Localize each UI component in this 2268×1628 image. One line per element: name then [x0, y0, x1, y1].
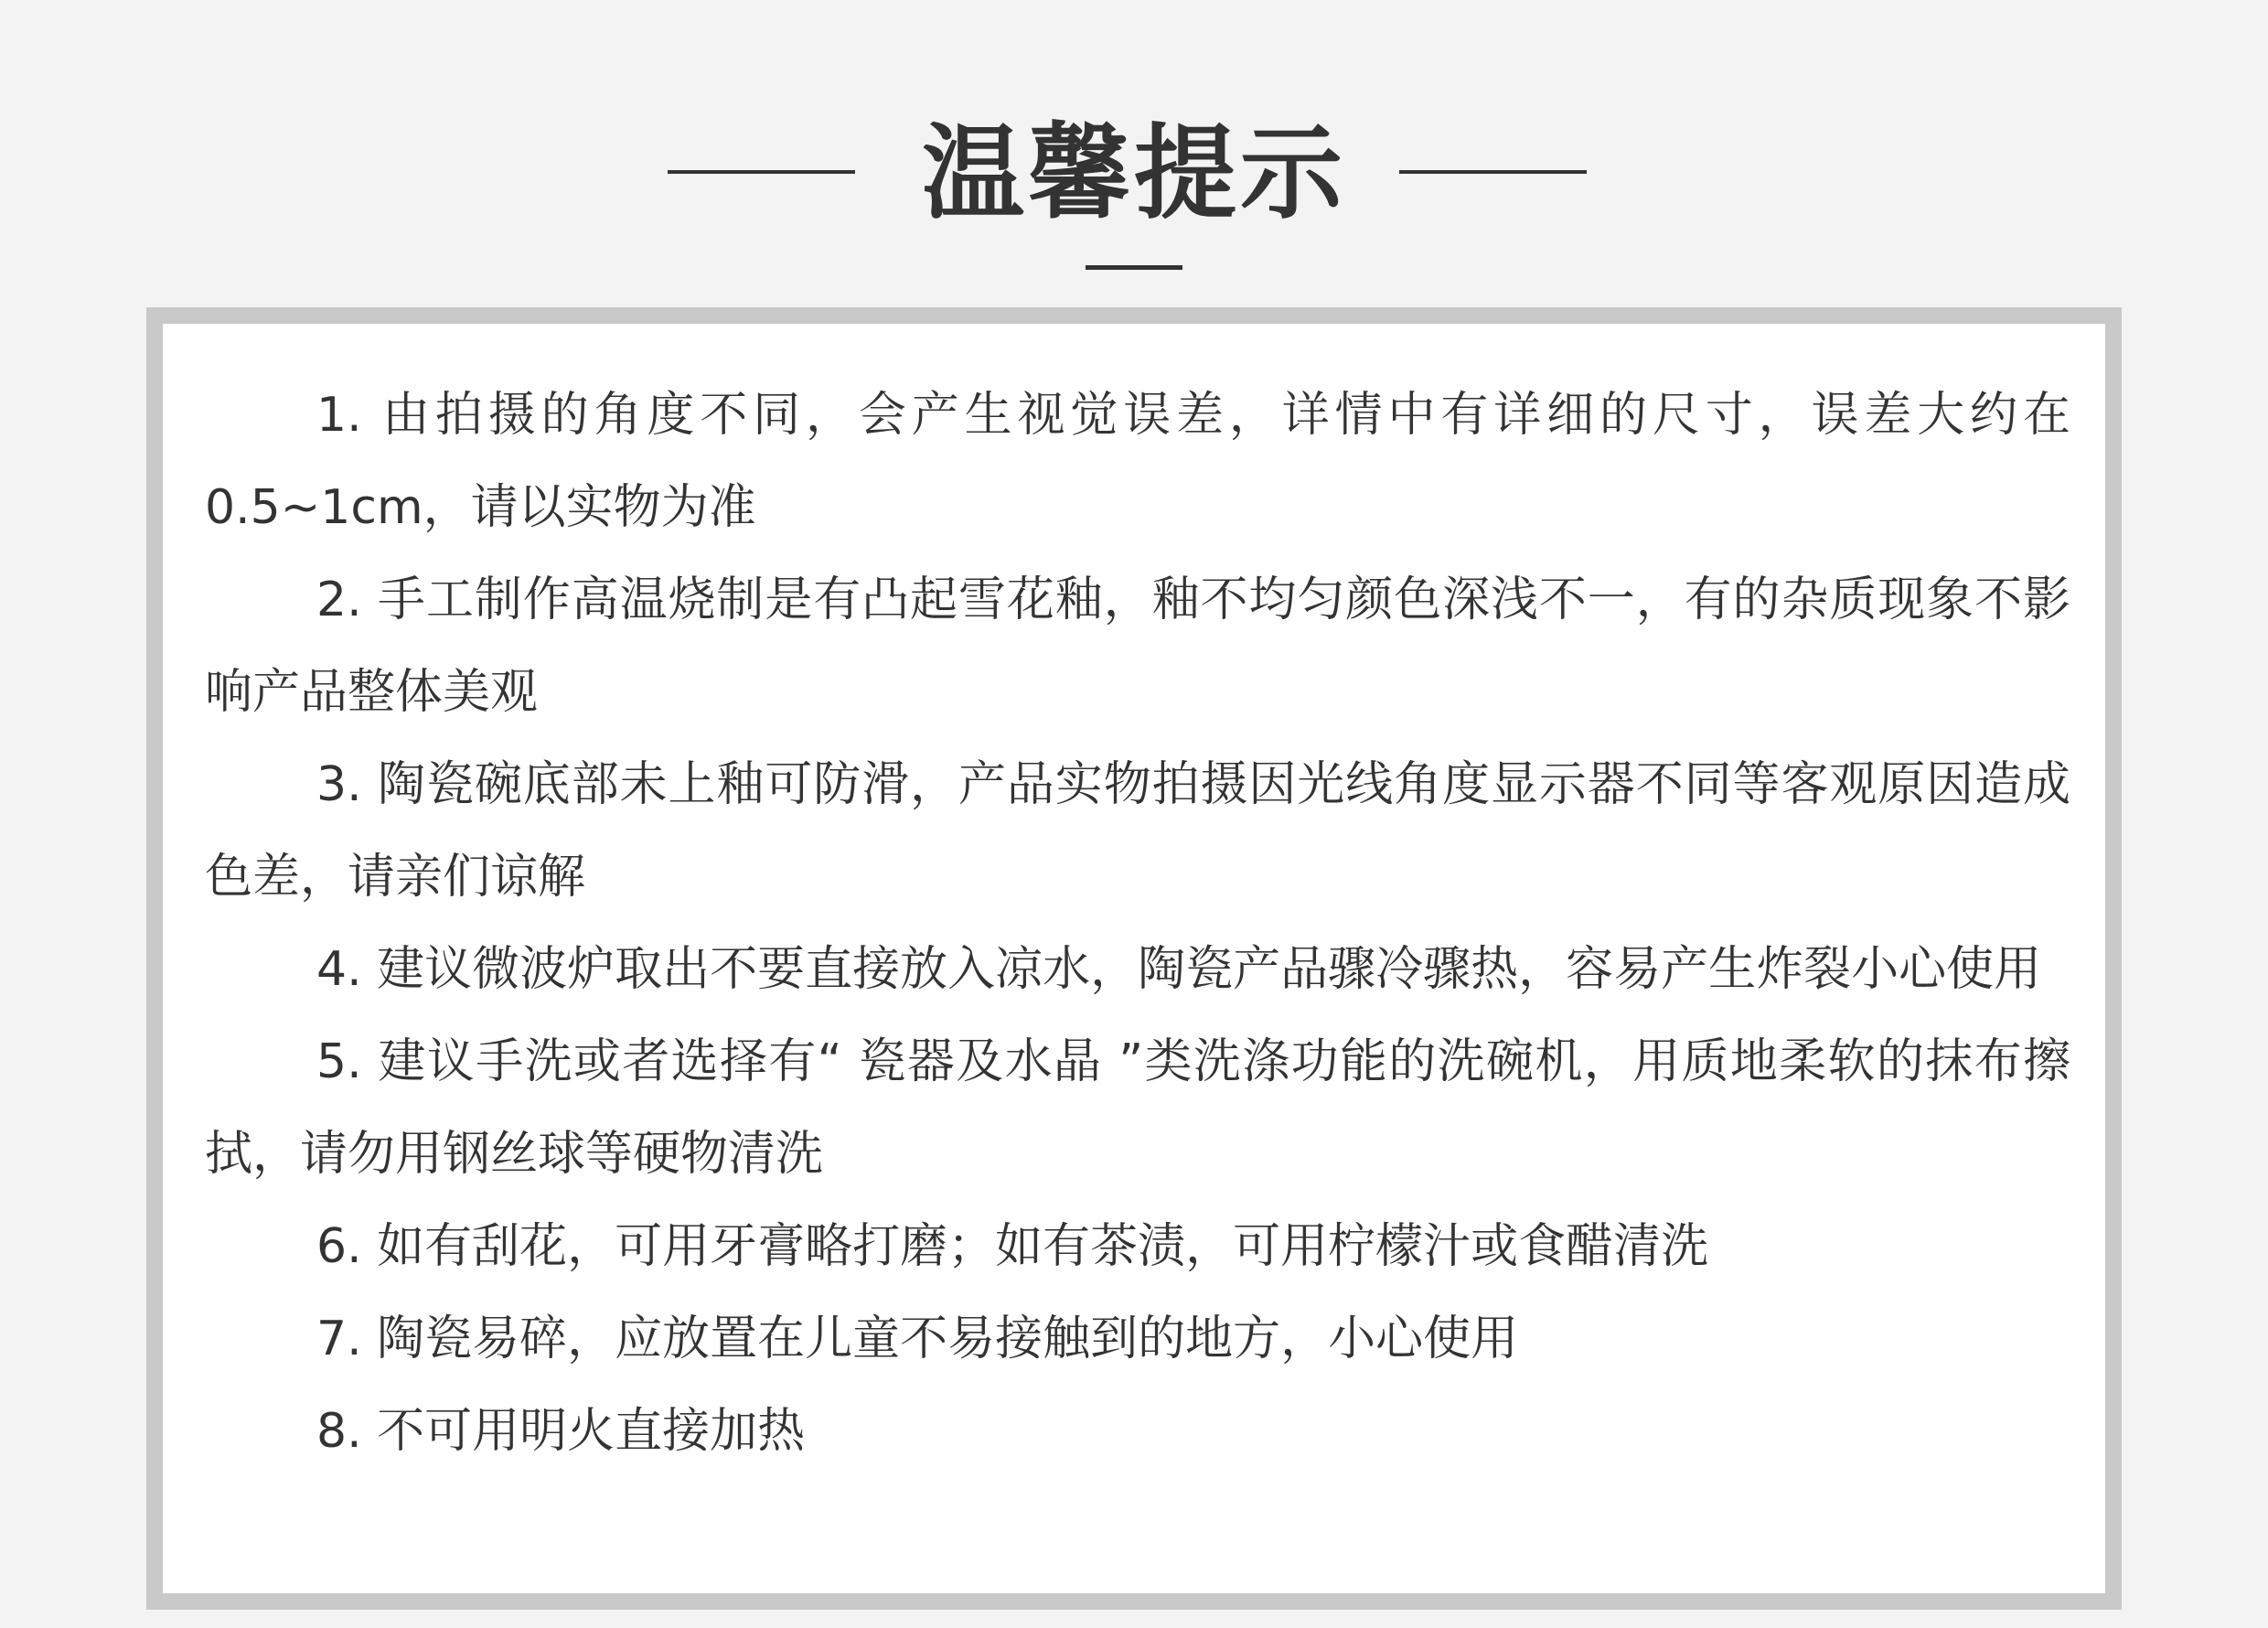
notice-item-6: 6. 如有刮花，可用牙膏略打磨；如有茶渍，可用柠檬汁或食醋清洗	[316, 1219, 1709, 1274]
notice-item-1: 1. 由拍摄的角度不同，会产生视觉误差，详情中有详细的尺寸，误差大约在 0.5~1cm，请以实物为准	[205, 388, 2070, 535]
notice-list	[205, 370, 2070, 1478]
title-right-rule	[1399, 170, 1587, 174]
page-title: 温馨提示	[922, 113, 1346, 233]
notice-item-3: 3. 陶瓷碗底部未上釉可防滑，产品实物拍摄因光线角度显示器不同等客观原因造成色差，请亲们谅解	[205, 757, 2070, 905]
page-header	[0, 0, 2268, 293]
notice-item-8: 8. 不可用明火直接加热	[316, 1404, 806, 1459]
notice-item-7: 7. 陶瓷易碎，应放置在儿童不易接触到的地方，小心使用	[316, 1312, 1519, 1366]
title-underline	[1086, 265, 1182, 270]
title-left-rule	[668, 170, 855, 174]
notice-item-4: 4. 建议微波炉取出不要直接放入凉水，陶瓷产品骤冷骤热，容易产生炸裂小心使用	[316, 942, 2042, 997]
notice-box	[146, 307, 2122, 1610]
notice-item-2: 2. 手工制作高温烧制是有凸起雪花釉，釉不均匀颜色深浅不一，有的杂质现象不影响产品整体美观	[205, 573, 2070, 720]
notice-item-5: 5. 建议手洗或者选择有“ 瓷器及水晶 ”类洗涤功能的洗碗机，用质地柔软的抹布擦拭，请勿用钢丝球等硬物清洗	[205, 1034, 2070, 1182]
